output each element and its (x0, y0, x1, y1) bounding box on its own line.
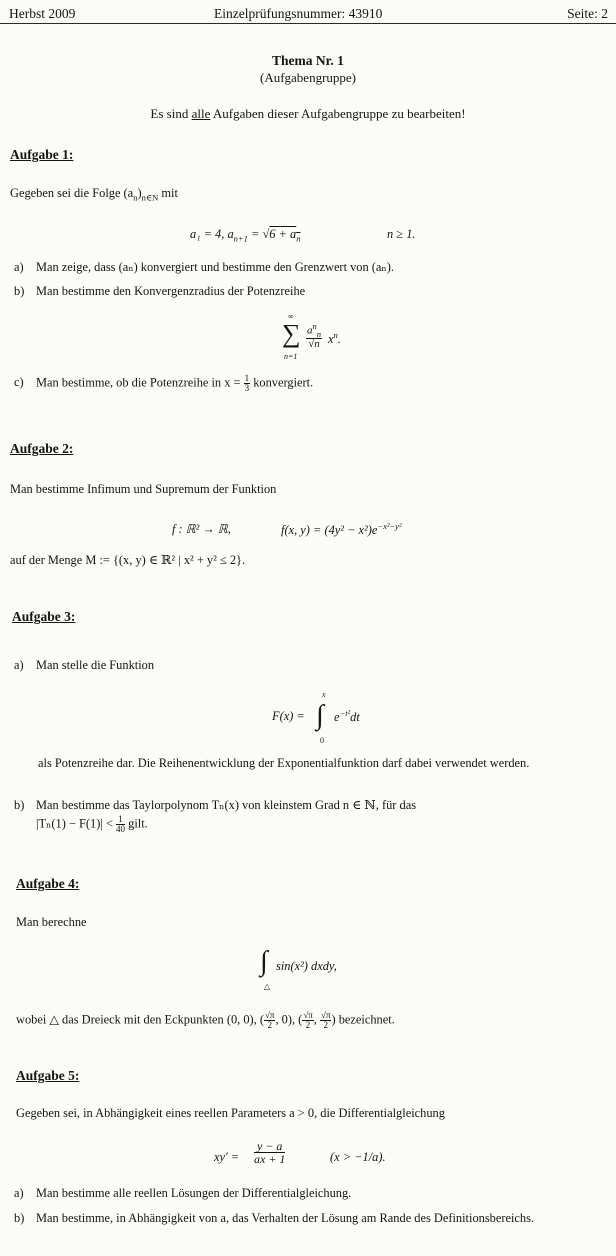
task2-set: auf der Menge M := {(x, y) ∈ ℝ² | x² + y² ≤ 2}. (10, 553, 246, 567)
task1-intro-end: mit (158, 186, 178, 200)
task5-b-text: Man bestimme, in Abhängigkeit von a, das Verhalten der Lösung am Rande des Definitionsbereichs. (36, 1211, 535, 1225)
task1-c-label: c) (14, 375, 24, 389)
task4-desc-sep: , (313, 1012, 320, 1027)
instruction-emphasis: alle (191, 106, 211, 121)
task4-integral-formula: ∫ △ sin(x²) dxdy, (260, 946, 337, 991)
task3-b-cont-post: gilt. (125, 816, 148, 831)
task5-a-label: a) (14, 1186, 24, 1200)
header-page-number: Seite: 2 (567, 6, 608, 21)
task3-part-b: b) Man bestimme das Taylorpolynom Tₙ(x) von kleinstem Grad n ∈ ℕ, für das |Tₙ(1) − F(1)| < $\frac{1}{40}$ gilt. (14, 797, 604, 834)
task3-b-cont-pre: |Tₙ(1) − F(1)| < (36, 816, 117, 831)
task1-recursion-formula: a₁ = 4, $a_{n+1} = √6 + a_n$ (190, 227, 301, 244)
task1-part-c: c) Man bestimme, ob die Potenzreihe in x = $\frac{1}{3}$ konvergiert. (14, 373, 314, 393)
task4-desc-mid: , 0), ( (275, 1012, 303, 1027)
task4-formula: sin(x²) dxdy, (276, 959, 337, 973)
task5-part-a (14, 1185, 604, 1202)
task2-intro: Man bestimme Infimum und Supremum der Funktion (10, 482, 277, 496)
page-header (0, 5, 616, 24)
task1-heading: Aufgabe 1: (10, 147, 74, 162)
task4-heading: Aufgabe 4: (16, 876, 80, 891)
theme-subtitle: (Aufgabengruppe) (259, 70, 356, 85)
header-exam-number: Einzelprüfungsnummer: 43910 (214, 6, 383, 21)
task1-intro-sub: n (133, 192, 138, 203)
task3-integral-formula: F(x) = x ∫ 0 $e^{-t^2}dt$ (272, 690, 360, 745)
task1-intro-text: Gegeben sei die Folge (a (10, 186, 134, 200)
task3-part-a (14, 657, 604, 674)
task4-desc-post: ) bezeichnet. (331, 1012, 395, 1027)
task1-power-series: ∞ ∑ n=1 $a^n_n$ √n $x^n$. (282, 312, 341, 361)
task1-part-a (14, 259, 604, 276)
task1-formula-start: a₁ = 4, a (190, 227, 234, 241)
instruction-pre: Es sind (150, 106, 192, 121)
task5-part-b (14, 1210, 604, 1227)
task1-c-text-pre: Man bestimme, ob die Potenzreihe in x = (36, 375, 244, 390)
task4-intro: Man berechne (16, 915, 87, 929)
task4-description: wobei △ das Dreieck mit den Eckpunkten (0, 0), ( $\frac{√\pi}{2}$ , 0), ( $\frac{√\pi}{2}$ , $\frac{√\pi}{2}$ ) bezeichnet. (16, 1010, 395, 1030)
task2-heading: Aufgabe 2: (10, 441, 74, 456)
header-semester: Herbst 2009 (9, 6, 76, 21)
theme-title: Thema Nr. 1 (272, 53, 344, 68)
task1-a-text: Man zeige, dass (aₙ) konvergiert und bestimme den Grenzwert von (aₙ). (36, 260, 394, 274)
task2-formula-domain: f : ℝ² → ℝ, (172, 522, 231, 536)
task2-formula-exp: −x²−y² (377, 521, 402, 531)
task3-a-continuation: als Potenzreihe dar. Die Reihenentwicklung der Exponentialfunktion darf dabei verwendet werden. (38, 756, 530, 770)
task1-a-label: a) (14, 260, 24, 274)
task2-formula-right: f(x, y) = (4y² − x²)e (281, 523, 378, 538)
task1-b-text: Man bestimme den Konvergenzradius der Potenzreihe (36, 284, 306, 298)
task3-heading: Aufgabe 3: (12, 609, 76, 624)
task4-desc-pre: wobei △ das Dreieck mit den Eckpunkten (0, 0), ( (16, 1012, 264, 1027)
task5-formula-cond: (x > −1/a). (330, 1150, 386, 1164)
task1-formula-condition: n ≥ 1. (387, 227, 416, 241)
task5-a-text: Man bestimme alle reellen Lösungen der Differentialgleichung. (36, 1186, 352, 1200)
task3-b-label: b) (14, 798, 25, 812)
task5-intro: Gegeben sei, in Abhängigkeit eines reellen Parameters a > 0, die Differentialgleichung (16, 1106, 445, 1120)
task5-heading: Aufgabe 5: (16, 1068, 80, 1083)
task1-intro-sub2: n∈N (141, 192, 159, 203)
task3-b-text: Man bestimme das Taylorpolynom Tₙ(x) von kleinstem Grad n ∈ ℕ, für das (36, 798, 417, 812)
task3-a-label: a) (14, 658, 24, 672)
task5-formula-left: xy′ = (214, 1150, 240, 1164)
task5-ode-formula: xy′ = $\frac{y - a}{ax + 1}$ (x > −1/a). (214, 1139, 386, 1166)
task1-b-label: b) (14, 284, 25, 298)
instruction (0, 105, 616, 123)
task1-c-text-post: konvergiert. (250, 375, 314, 390)
task1-intro: Gegeben sei die Folge $(a_n)_{n\in N}$ mit (10, 186, 178, 203)
task5-b-label: b) (14, 1211, 25, 1225)
instruction-post: Aufgaben dieser Aufgabengruppe zu bearbeiten! (210, 106, 466, 121)
task3-a-text: Man stelle die Funktion (36, 658, 155, 672)
task1-part-b (14, 283, 604, 300)
task2-formula-function (281, 521, 402, 539)
